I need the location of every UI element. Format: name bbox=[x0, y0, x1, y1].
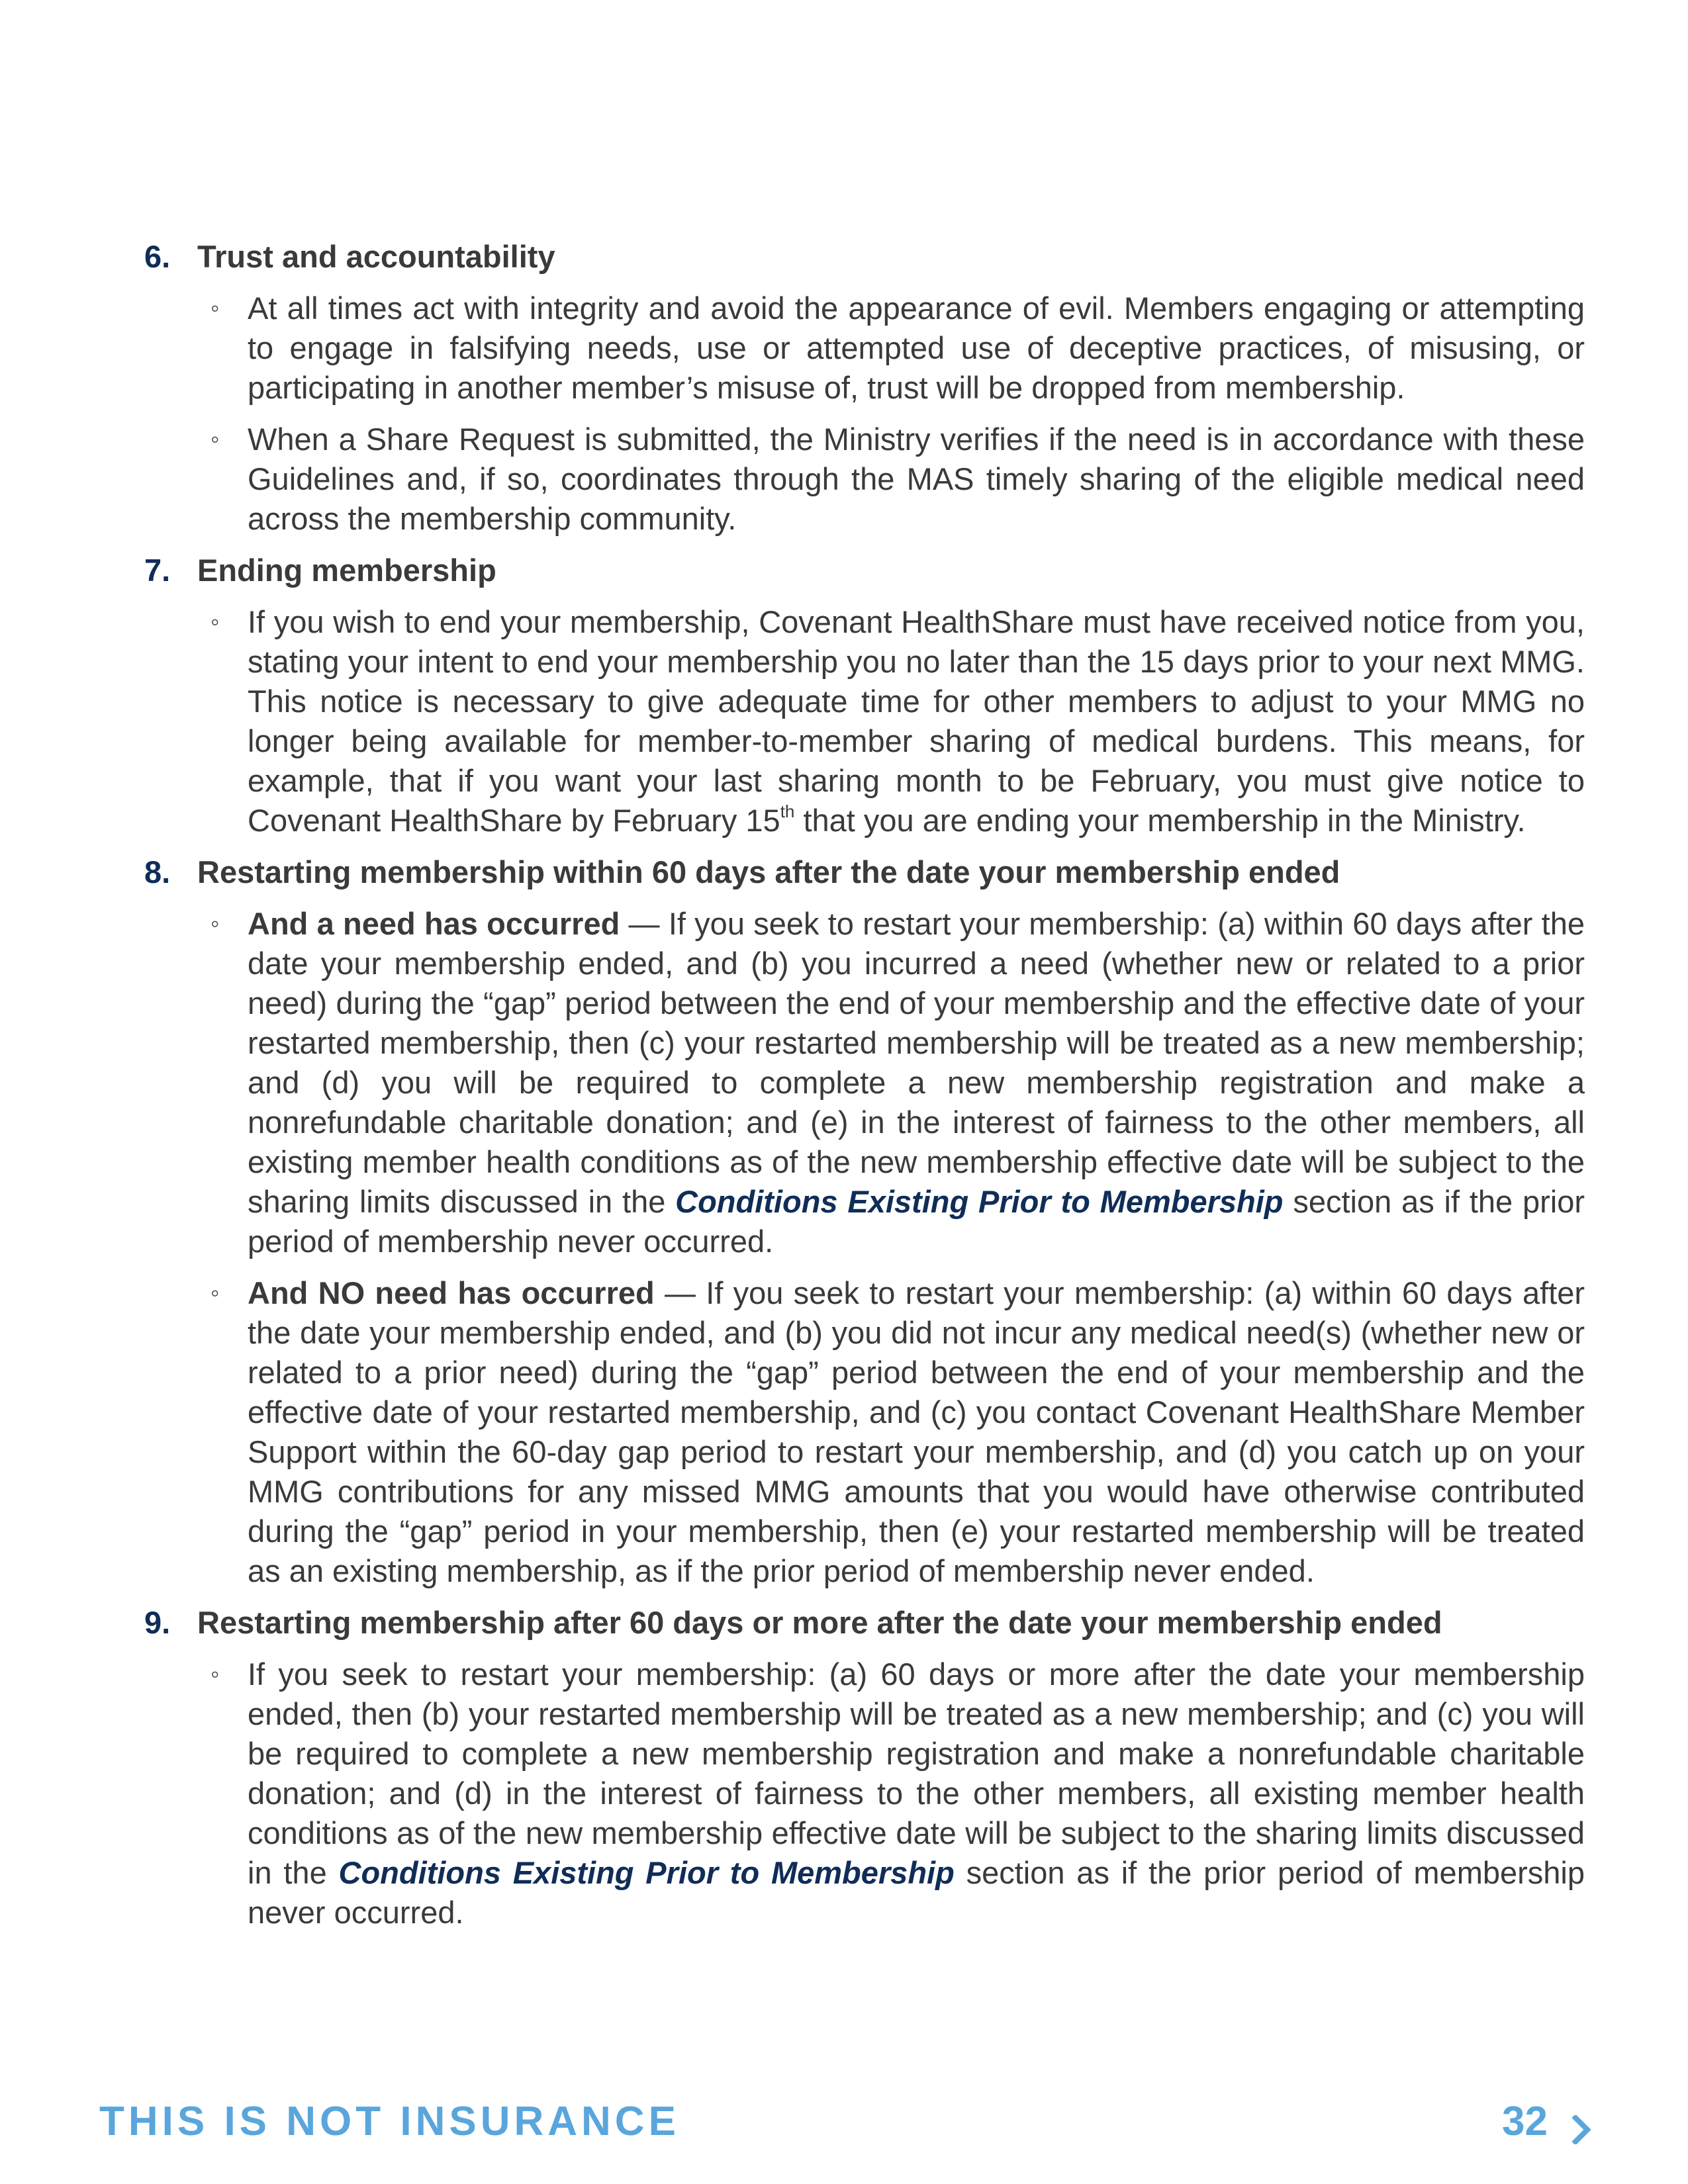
footer-disclaimer: THIS IS NOT INSURANCE bbox=[99, 2099, 680, 2144]
list-item bbox=[144, 1655, 1585, 1933]
section-title: Restarting membership after 60 days or more after the date your membership ended bbox=[197, 1605, 1442, 1640]
section-restarting-after-60-days bbox=[144, 1603, 1585, 1933]
bullet-text: If you seek to restart your membership: (a) within 60 days after the date your membership ended, and (b) you did not incur any medical need(s) (whether new or related to a prior need) during the “gap” period between the end of your membership and the effective date of your restarted membership, and (c) you contact Covenant HealthShare Member Support within the 60-day gap period to restart your membership, and (d) you catch up on your MMG contributions for any missed MMG amounts that you would have otherwise contributed during the “gap” period in your membership, then (e) your restarted membership will be treated as an existing membership, as if the prior period of membership never ended. bbox=[248, 1275, 1585, 1588]
list-item bbox=[144, 904, 1585, 1261]
conditions-existing-prior-link[interactable]: Conditions Existing Prior to Membership bbox=[338, 1855, 955, 1890]
section-title: Trust and accountability bbox=[197, 239, 555, 274]
section-number: 6. bbox=[144, 239, 171, 274]
document-body bbox=[144, 237, 1585, 1944]
chevron-right-icon[interactable] bbox=[1571, 2107, 1591, 2136]
bullet-text: If you wish to end your membership, Covenant HealthShare must have received notice from you, stating your intent to end your membership you no later than the 15 days prior to your next MMG. This notice is necessary to give adequate time for other members to adjust to your MMG no longer being available for member-to-member sharing of medical burdens. This means, for example, that if you want your last sharing month to be February, you must give notice to Covenant HealthShare by February 15 bbox=[248, 604, 1585, 838]
section-restarting-within-60-days bbox=[144, 852, 1585, 1591]
bullet-text: If you seek to restart your membership: (a) 60 days or more after the date your membership ended, then (b) your restarted membership will be treated as a new membership; and (c) you will be required to complete a new membership registration and make a nonrefundable charitable donation; and (d) in the interest of fairness to the other members, all existing member health conditions as of the new membership effective date will be subject to the sharing limits discussed in the bbox=[248, 1657, 1585, 1890]
section-trust-and-accountability bbox=[144, 237, 1585, 539]
ordinal-superscript: th bbox=[780, 801, 795, 822]
bullet-list bbox=[144, 904, 1585, 1591]
page-number: 32 bbox=[1502, 2099, 1548, 2144]
bullet-text-continued: section as if the prior period of membership never occurred. bbox=[248, 1855, 1585, 1930]
bullet-icon: ◦ bbox=[211, 1661, 220, 1688]
bullet-lead: And a need has occurred bbox=[248, 906, 620, 941]
section-number: 9. bbox=[144, 1605, 171, 1640]
bullet-text: When a Share Request is submitted, the Ministry verifies if the need is in accordance with these Guidelines and, if so, coordinates through the MAS timely sharing of the eligible medical need across the membership community. bbox=[248, 422, 1585, 536]
list-item bbox=[144, 420, 1585, 539]
section-title: Ending membership bbox=[197, 553, 496, 588]
section-heading bbox=[144, 852, 1585, 892]
list-item bbox=[144, 602, 1585, 841]
bullet-text: If you seek to restart your membership: (a) within 60 days after the date your membership ended, and (b) you incurred a need (whether new or related to a prior need) during the “gap” period between the end of your membership and the effective date of your restarted membership, then (c) your restarted membership will be treated as a new membership; and (d) you will be required to complete a new membership registration and make a nonrefundable charitable donation; and (e) in the interest of fairness to the other members, all existing member health conditions as of the new membership effective date will be subject to the sharing limits discussed in the bbox=[248, 906, 1585, 1219]
bullet-text: At all times act with integrity and avoid the appearance of evil. Members engaging or attempting to engage in falsifying needs, use or attempted use of deceptive practices, of misusing, or participating in another member’s misuse of, trust will be dropped from membership. bbox=[248, 291, 1585, 405]
bullet-icon: ◦ bbox=[211, 426, 220, 453]
section-heading bbox=[144, 551, 1585, 590]
em-dash: — bbox=[620, 906, 669, 941]
conditions-existing-prior-link[interactable]: Conditions Existing Prior to Membership bbox=[675, 1184, 1284, 1219]
bullet-list bbox=[144, 1655, 1585, 1933]
bullet-list bbox=[144, 289, 1585, 539]
bullet-list bbox=[144, 602, 1585, 841]
section-number: 8. bbox=[144, 854, 171, 889]
section-number: 7. bbox=[144, 553, 171, 588]
section-title: Restarting membership within 60 days after the date your membership ended bbox=[197, 854, 1340, 889]
bullet-text-continued: that you are ending your membership in the Ministry. bbox=[794, 803, 1526, 838]
section-heading bbox=[144, 1603, 1585, 1643]
em-dash: — bbox=[654, 1275, 706, 1310]
bullet-icon: ◦ bbox=[211, 1279, 220, 1307]
bullet-text-continued: section as if the prior period of membership never occurred. bbox=[248, 1184, 1585, 1259]
list-item bbox=[144, 1273, 1585, 1591]
footer-pagination bbox=[1502, 2098, 1591, 2145]
bullet-icon: ◦ bbox=[211, 910, 220, 938]
section-ending-membership bbox=[144, 551, 1585, 841]
section-heading bbox=[144, 237, 1585, 277]
bullet-icon: ◦ bbox=[211, 608, 220, 636]
bullet-icon: ◦ bbox=[211, 295, 220, 322]
bullet-lead: And NO need has occurred bbox=[248, 1275, 655, 1310]
list-item bbox=[144, 289, 1585, 408]
